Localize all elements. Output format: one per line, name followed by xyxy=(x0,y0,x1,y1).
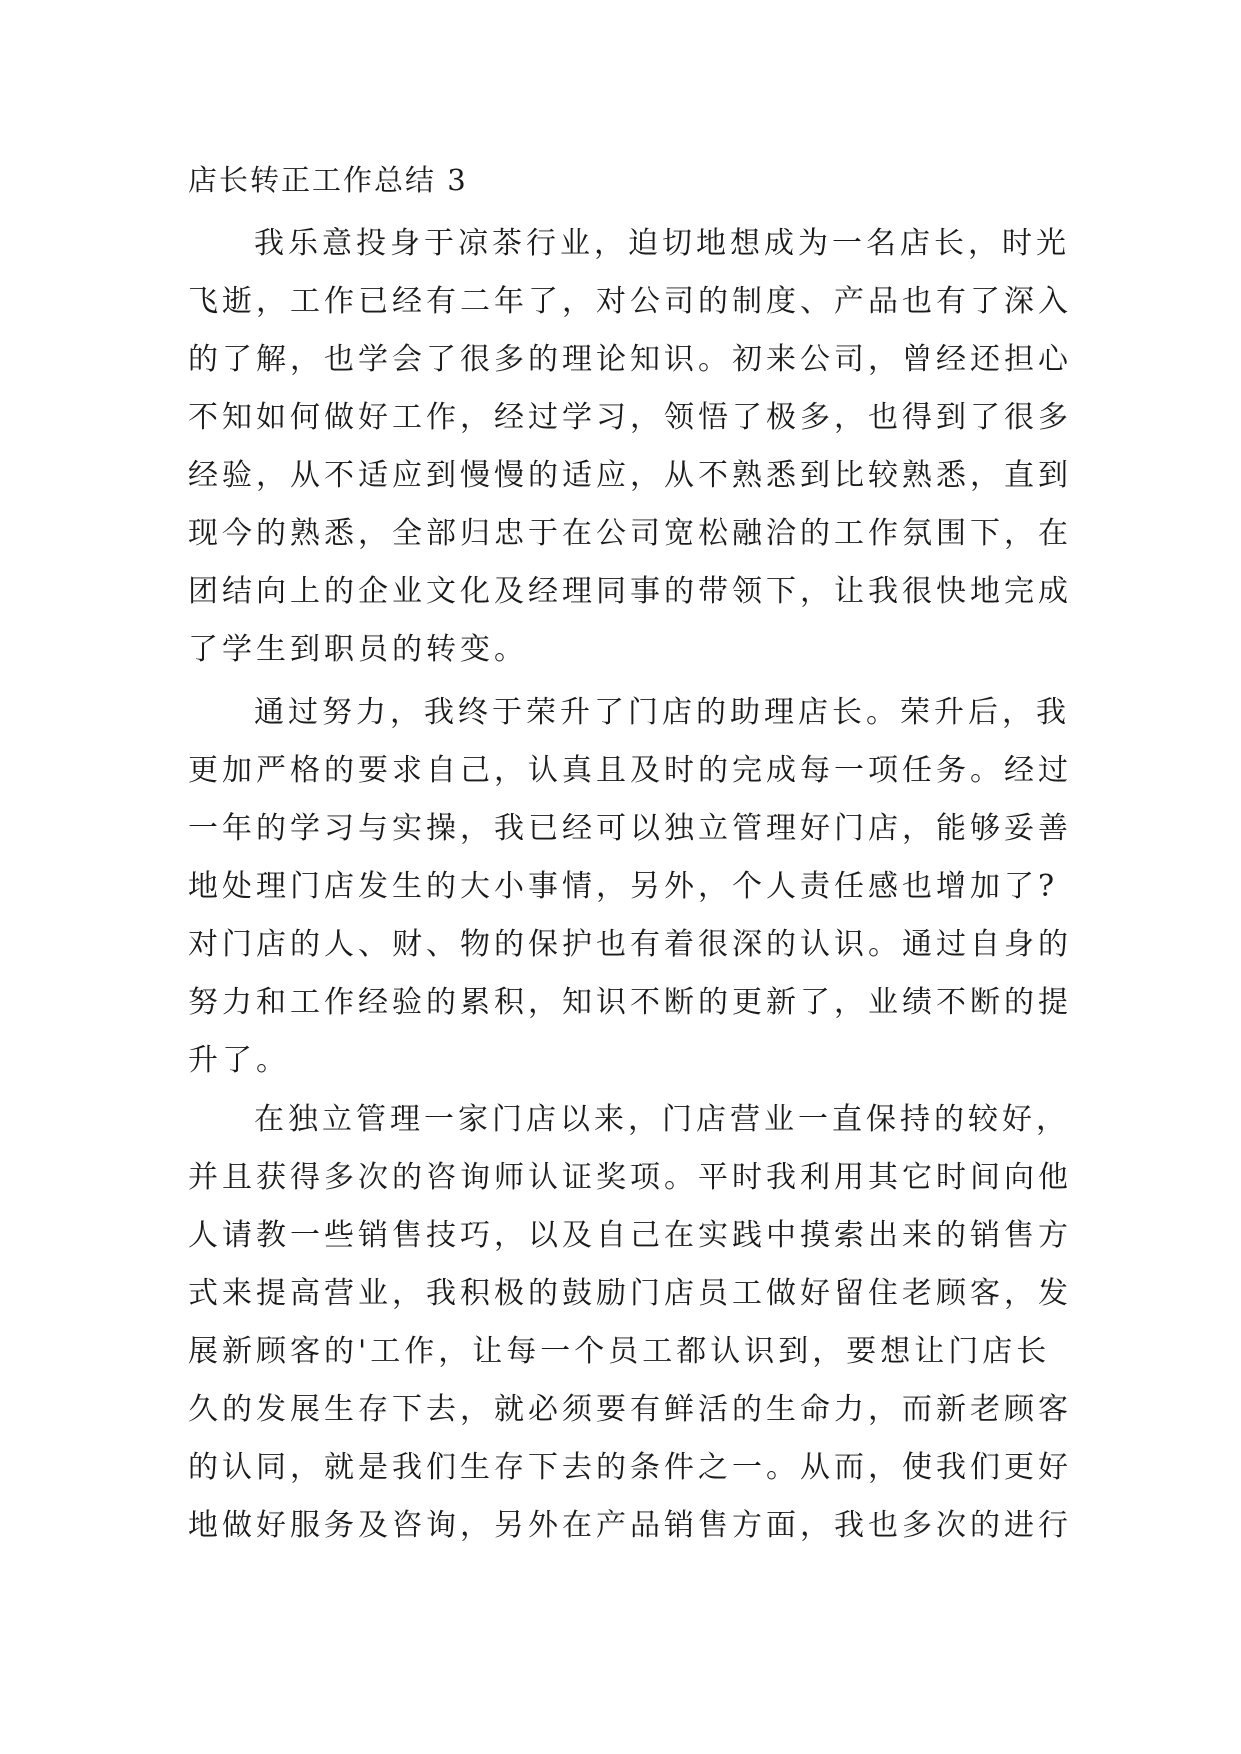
text-line: 的了解，也学会了很多的理论知识。初来公司，曾经还担心 xyxy=(188,342,1072,377)
paragraph-1 xyxy=(188,215,1072,679)
text-line: 并且获得多次的咨询师认证奖项。平时我利用其它时间向他 xyxy=(188,1160,1072,1195)
text-line: 地做好服务及咨询，另外在产品销售方面，我也多次的进行 xyxy=(188,1508,1072,1543)
text-line: 经验，从不适应到慢慢的适应，从不熟悉到比较熟悉，直到 xyxy=(188,458,1072,493)
text-line: 不知如何做好工作，经过学习，领悟了极多，也得到了很多 xyxy=(188,400,1072,435)
paragraph-2 xyxy=(188,684,1072,1090)
text-line: 展新顾客的'工作，让每一个员工都认识到，要想让门店长 xyxy=(188,1334,1051,1369)
text-line: 一年的学习与实操，我已经可以独立管理好门店，能够妥善 xyxy=(188,811,1072,846)
text-line: 通过努力，我终于荣升了门店的助理店长。荣升后，我 xyxy=(254,695,1070,730)
text-line: 在独立管理一家门店以来，门店营业一直保持的较好， xyxy=(254,1102,1070,1137)
text-line: 人请教一些销售技巧，以及自己在实践中摸索出来的销售方 xyxy=(188,1218,1072,1253)
text-line: 对门店的人、财、物的保护也有着很深的认识。通过自身的 xyxy=(188,927,1072,962)
text-line: 团结向上的企业文化及经理同事的带领下，让我很快地完成 xyxy=(188,574,1072,609)
text-line: 飞逝，工作已经有二年了，对公司的制度、产品也有了深入 xyxy=(188,284,1072,319)
text-line: 的认同，就是我们生存下去的条件之一。从而，使我们更好 xyxy=(188,1450,1072,1485)
text-line: 地处理门店发生的大小事情，另外，个人责任感也增加了? xyxy=(188,869,1059,904)
text-line: 现今的熟悉，全部归忠于在公司宽松融洽的工作氛围下，在 xyxy=(188,516,1072,551)
text-line: 努力和工作经验的累积，知识不断的更新了，业绩不断的提 xyxy=(188,985,1072,1020)
text-line: 式来提高营业，我积极的鼓励门店员工做好留住老顾客，发 xyxy=(188,1276,1072,1311)
text-line: 我乐意投身于凉茶行业，迫切地想成为一名店长，时光 xyxy=(254,226,1070,261)
document-title: 店长转正工作总结 3 xyxy=(188,163,468,197)
text-line: 升了。 xyxy=(188,1043,290,1078)
text-line: 久的发展生存下去，就必须要有鲜活的生命力，而新老顾客 xyxy=(188,1392,1072,1427)
paragraph-3 xyxy=(188,1091,1072,1555)
text-line: 更加严格的要求自己，认真且及时的完成每一项任务。经过 xyxy=(188,753,1072,788)
text-line: 了学生到职员的转变。 xyxy=(188,632,528,667)
